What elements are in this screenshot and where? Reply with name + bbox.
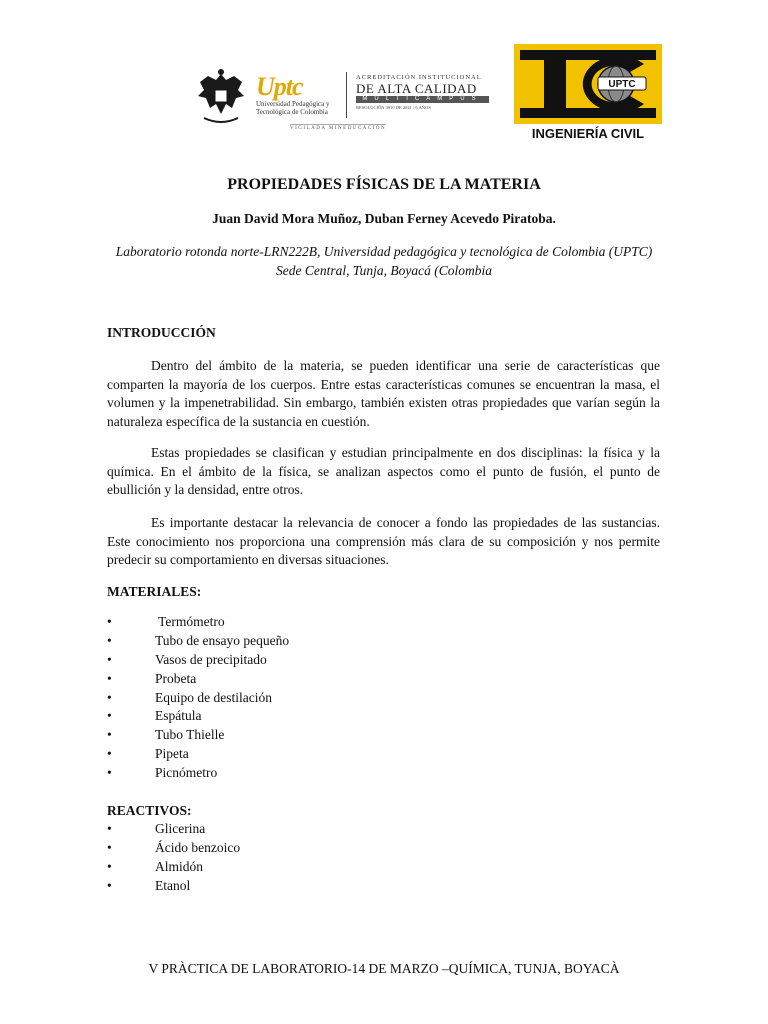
reagents-heading: REACTIVOS:	[107, 803, 192, 818]
materials-heading: MATERIALES:	[107, 584, 202, 599]
list-item	[107, 613, 289, 632]
list-item	[107, 839, 240, 858]
list-item-text: Ácido benzoico	[155, 839, 241, 855]
list-item-text: Espátula	[155, 708, 202, 724]
list-item	[107, 877, 240, 896]
ic-logo-background	[514, 44, 662, 124]
accreditation-small: RESOLUCIÓN 3910 DE 2021 / 6 AÑOS	[356, 105, 431, 110]
paragraph-text: Es importante destacar la relevancia de conocer a fondo las propiedades de las sustancias. Este conocimiento nos proporciona una comprensión más clara de su composición y nos permite predecir su comportamiento en diversas situaciones.	[107, 515, 660, 567]
ingenieria-civil-logo	[514, 44, 662, 143]
list-item-text: Glicerina	[155, 821, 206, 836]
list-item	[107, 745, 289, 764]
bullet: •	[107, 614, 112, 629]
list-item	[107, 820, 240, 839]
ic-logo-caption: INGENIERÍA CIVIL	[514, 124, 662, 143]
bullet: •	[107, 651, 112, 667]
bullet: •	[107, 839, 112, 855]
logo-divider	[346, 72, 347, 118]
list-item	[107, 764, 289, 783]
accreditation-line1: ACREDITACIÓN INSTITUCIONAL	[356, 74, 482, 81]
list-item-text: Picnómetro	[155, 765, 218, 781]
coat-of-arms-icon	[196, 68, 246, 126]
list-item-text: Termómetro	[155, 614, 225, 629]
bullet: •	[107, 632, 112, 648]
list-item-text: Almidón	[155, 858, 204, 874]
bullet: •	[107, 746, 112, 762]
uptc-subtitle: Universidad Pedagógica y Tecnológica de Colombia	[256, 100, 330, 116]
list-item-text: Probeta	[155, 670, 197, 686]
list-item-text: Tubo de ensayo pequeño	[155, 632, 290, 648]
paragraph-text: Dentro del ámbito de la materia, se pueden identificar una serie de características que comparten la mayoría de los cuerpos. Entre estas características comunes se encuentran la masa, el volumen y la impenetrabilidad. Sin embargo, también existen otras propiedades que varían según la naturaleza específica de la sustancia en cuestión.	[107, 358, 660, 429]
materials-list	[107, 613, 289, 783]
intro-paragraph-1	[107, 357, 660, 431]
uptc-logo	[196, 66, 496, 134]
affiliation-line2: Sede Central, Tunja, Boyacá (Colombia	[276, 262, 492, 278]
document-authors: Juan David Mora Muñoz, Duban Ferney Acevedo Piratoba.	[212, 211, 556, 226]
bullet: •	[107, 858, 112, 874]
bullet: •	[107, 689, 112, 705]
bullet: •	[107, 670, 112, 686]
list-item-text: Equipo de destilación	[155, 689, 272, 705]
introduction-heading: INTRODUCCIÓN	[107, 325, 216, 340]
bullet: •	[107, 877, 112, 893]
list-item	[107, 858, 240, 877]
uptc-wordmark: Uptc	[256, 72, 303, 101]
page-footer: V PRÀCTICA DE LABORATORIO-14 DE MARZO –QUÍMICA, TUNJA, BOYACÀ	[148, 961, 620, 976]
list-item-text: Vasos de precipitado	[155, 651, 267, 667]
list-item	[107, 726, 289, 745]
reagents-list	[107, 820, 240, 896]
bullet: •	[107, 821, 112, 836]
list-item	[107, 651, 289, 670]
intro-paragraph-2	[107, 444, 660, 500]
ic-emblem-icon	[514, 44, 662, 124]
list-item	[107, 632, 289, 651]
bullet: •	[107, 708, 112, 724]
list-item-text: Tubo Thielle	[155, 727, 225, 743]
document-affiliation	[100, 243, 668, 280]
paragraph-text: Estas propiedades se clasifican y estudian principalmente en dos disciplinas: la física y la química. En el ámbito de la física, se analizan aspectos como el punto de fusión, el punto de ebullición y la densidad, entre otros.	[107, 445, 660, 497]
document-title: PROPIEDADES FÍSICAS DE LA MATERIA	[227, 176, 541, 193]
list-item	[107, 689, 289, 708]
vigilada-text: VIGILADA MINEDUCACIÓN	[290, 126, 387, 131]
accreditation-bar: MULTICAMPUS	[356, 96, 489, 103]
list-item	[107, 707, 289, 726]
affiliation-line1: Laboratorio rotonda norte-LRN222B, Universidad pedagógica y tecnológica de Colombia (UPTC)	[115, 244, 653, 259]
list-item-text: Etanol	[155, 877, 191, 893]
accreditation-line2: DE ALTA CALIDAD	[356, 81, 477, 96]
list-item	[107, 670, 289, 689]
ic-badge-text: UPTC	[608, 79, 636, 90]
bullet: •	[107, 727, 112, 743]
list-item-text: Pipeta	[155, 746, 189, 762]
bullet: •	[107, 765, 112, 781]
intro-paragraph-3	[107, 514, 660, 570]
